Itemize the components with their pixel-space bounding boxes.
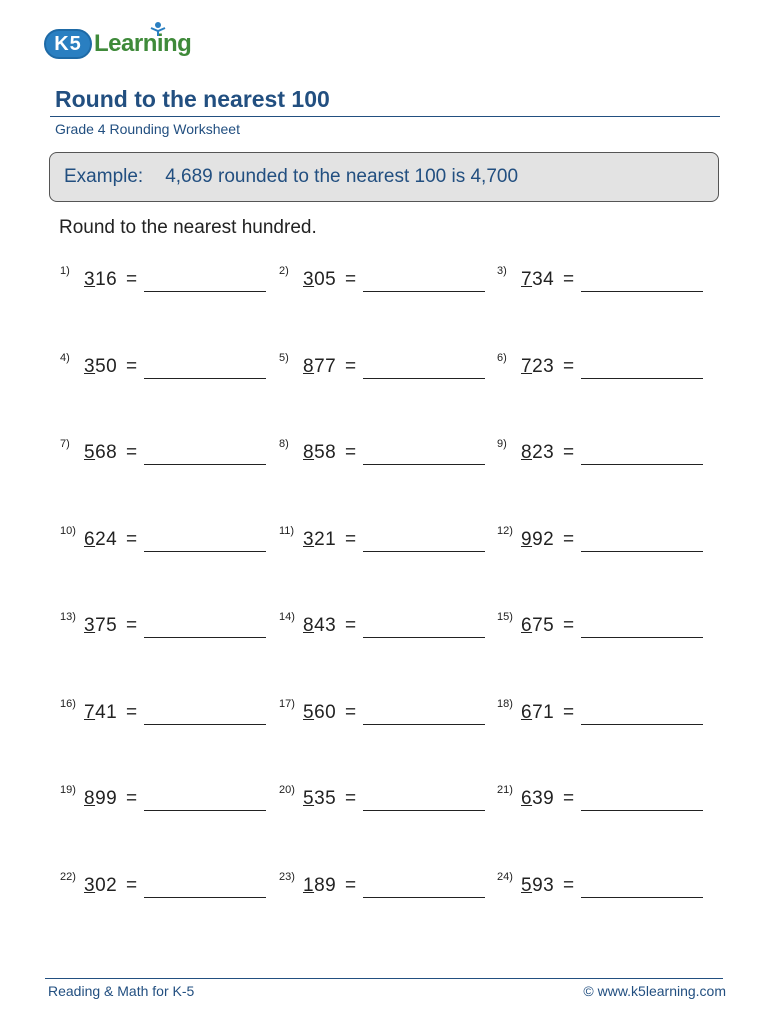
answer-blank[interactable] — [144, 810, 266, 811]
remaining-digits: 60 — [314, 701, 337, 723]
answer-blank[interactable] — [144, 551, 266, 552]
problem-number: 12) — [497, 524, 513, 537]
problem-item — [497, 784, 707, 812]
problem-value — [303, 702, 336, 724]
answer-blank[interactable] — [363, 637, 485, 638]
equals-sign: = — [345, 701, 357, 723]
problem-item — [279, 265, 489, 293]
hundreds-digit: 6 — [521, 615, 533, 636]
equals-sign: = — [345, 528, 357, 550]
answer-blank[interactable] — [144, 897, 266, 898]
hundreds-digit: 8 — [303, 355, 315, 377]
hundreds-digit: 5 — [84, 442, 96, 463]
problem-item — [60, 784, 270, 812]
answer-blank[interactable] — [581, 551, 703, 552]
equals-sign: = — [345, 355, 357, 377]
problem-value — [521, 702, 554, 724]
remaining-digits: 05 — [314, 269, 337, 290]
problem-item — [279, 784, 489, 812]
problem-item — [497, 611, 707, 639]
example-label: Example: — [64, 166, 144, 187]
problem-value — [303, 356, 336, 378]
problem-value — [521, 788, 554, 810]
problem-item — [60, 611, 270, 639]
page-subtitle: Grade 4 Rounding Worksheet — [55, 121, 240, 137]
answer-blank[interactable] — [363, 464, 485, 465]
equals-sign: = — [345, 615, 357, 636]
hundreds-digit: 6 — [84, 528, 96, 550]
problem-item — [279, 524, 489, 553]
hundreds-digit: 3 — [303, 528, 315, 550]
hundreds-digit: 9 — [521, 528, 533, 550]
problem-value — [84, 442, 117, 464]
hundreds-digit: 6 — [521, 701, 533, 723]
remaining-digits: 43 — [314, 615, 337, 636]
remaining-digits: 89 — [314, 874, 337, 896]
problem-item — [497, 265, 707, 293]
answer-blank[interactable] — [144, 724, 266, 725]
remaining-digits: 92 — [532, 528, 555, 550]
problem-value — [303, 875, 336, 897]
remaining-digits: 35 — [314, 788, 337, 809]
remaining-digits: 16 — [95, 269, 118, 290]
equals-sign: = — [563, 269, 575, 290]
problem-value — [303, 529, 336, 551]
answer-blank[interactable] — [144, 378, 266, 379]
footer-divider — [45, 978, 723, 979]
problem-value — [303, 269, 336, 291]
hundreds-digit: 8 — [521, 442, 533, 463]
equals-sign: = — [126, 355, 138, 377]
problem-number: 20) — [279, 784, 295, 796]
equals-sign: = — [126, 701, 138, 723]
problem-value — [84, 529, 117, 551]
problem-item — [60, 265, 270, 293]
remaining-digits: 99 — [95, 788, 118, 809]
problem-number: 14) — [279, 611, 295, 623]
remaining-digits: 75 — [532, 615, 555, 636]
logo-text: Learning — [94, 30, 192, 57]
hundreds-digit: 8 — [303, 442, 315, 463]
footer-website: © www.k5learning.com — [583, 983, 726, 999]
problem-item — [279, 697, 489, 726]
hundreds-digit: 5 — [303, 788, 315, 809]
answer-blank[interactable] — [581, 897, 703, 898]
remaining-digits: 21 — [314, 528, 337, 550]
problem-value — [84, 702, 117, 724]
hundreds-digit: 3 — [84, 269, 96, 290]
equals-sign: = — [345, 788, 357, 809]
equals-sign: = — [563, 528, 575, 550]
problem-value — [84, 269, 117, 291]
remaining-digits: 71 — [532, 701, 555, 723]
problem-item — [497, 697, 707, 726]
hundreds-digit: 3 — [303, 269, 315, 290]
remaining-digits: 24 — [95, 528, 118, 550]
remaining-digits: 58 — [314, 442, 337, 463]
problem-number: 13) — [60, 611, 76, 623]
problem-item — [279, 351, 489, 380]
problem-item — [497, 524, 707, 553]
problem-number: 16) — [60, 697, 76, 710]
answer-blank[interactable] — [581, 724, 703, 725]
answer-blank[interactable] — [363, 291, 485, 292]
answer-blank[interactable] — [363, 897, 485, 898]
answer-blank[interactable] — [363, 724, 485, 725]
problem-item — [60, 870, 270, 899]
problem-value — [303, 442, 336, 464]
problem-number: 3) — [497, 265, 507, 277]
answer-blank[interactable] — [581, 464, 703, 465]
equals-sign: = — [563, 701, 575, 723]
answer-blank[interactable] — [144, 291, 266, 292]
footer-tagline: Reading & Math for K-5 — [48, 983, 195, 999]
problem-value — [521, 269, 554, 291]
problem-value — [521, 875, 554, 897]
equals-sign: = — [563, 355, 575, 377]
answer-blank[interactable] — [144, 637, 266, 638]
problem-item — [279, 870, 489, 899]
hundreds-digit: 7 — [521, 355, 533, 377]
remaining-digits: 50 — [95, 355, 118, 377]
answer-blank[interactable] — [363, 810, 485, 811]
remaining-digits: 23 — [532, 442, 555, 463]
remaining-digits: 23 — [532, 355, 555, 377]
problem-number: 10) — [60, 524, 76, 537]
answer-blank[interactable] — [581, 378, 703, 379]
hundreds-digit: 8 — [303, 615, 315, 636]
equals-sign: = — [345, 442, 357, 463]
answer-blank[interactable] — [363, 378, 485, 379]
equals-sign: = — [126, 442, 138, 463]
hundreds-digit: 8 — [84, 788, 96, 809]
problem-value — [84, 788, 117, 810]
equals-sign: = — [345, 269, 357, 290]
problem-item — [497, 351, 707, 380]
problem-value — [303, 788, 336, 810]
remaining-digits: 75 — [95, 615, 118, 636]
remaining-digits: 34 — [532, 269, 555, 290]
hundreds-digit: 6 — [521, 788, 533, 809]
problem-item — [497, 438, 707, 466]
problem-value — [303, 615, 336, 637]
equals-sign: = — [563, 874, 575, 896]
remaining-digits: 77 — [314, 355, 337, 377]
problem-item — [279, 611, 489, 639]
equals-sign: = — [126, 615, 138, 636]
answer-blank[interactable] — [363, 551, 485, 552]
problem-item — [497, 870, 707, 899]
answer-blank[interactable] — [581, 291, 703, 292]
problem-number: 2) — [279, 265, 289, 277]
equals-sign: = — [345, 874, 357, 896]
answer-blank[interactable] — [144, 464, 266, 465]
problem-value — [521, 529, 554, 551]
remaining-digits: 39 — [532, 788, 555, 809]
problem-number: 24) — [497, 870, 513, 883]
remaining-digits: 02 — [95, 874, 118, 896]
problem-number: 1) — [60, 265, 70, 277]
equals-sign: = — [563, 788, 575, 809]
problem-item — [60, 351, 270, 380]
problem-value — [521, 356, 554, 378]
answer-blank[interactable] — [581, 810, 703, 811]
equals-sign: = — [126, 528, 138, 550]
problem-number: 15) — [497, 611, 513, 623]
problem-number: 22) — [60, 870, 76, 883]
problem-value — [521, 615, 554, 637]
remaining-digits: 68 — [95, 442, 118, 463]
hundreds-digit: 3 — [84, 615, 96, 636]
hundreds-digit: 7 — [521, 269, 533, 290]
logo-badge: K5 — [44, 29, 92, 59]
hundreds-digit: 5 — [303, 701, 315, 723]
problem-item — [60, 697, 270, 726]
answer-blank[interactable] — [581, 637, 703, 638]
problem-number: 17) — [279, 697, 295, 710]
problem-value — [84, 875, 117, 897]
problem-value — [84, 615, 117, 637]
remaining-digits: 41 — [95, 701, 118, 723]
remaining-digits: 93 — [532, 874, 555, 896]
hundreds-digit: 1 — [303, 874, 315, 896]
equals-sign: = — [563, 615, 575, 636]
problem-number: 18) — [497, 697, 513, 710]
problem-number: 23) — [279, 870, 295, 883]
problem-number: 11) — [279, 524, 295, 537]
problem-value — [521, 442, 554, 464]
example-text: 4,689 rounded to the nearest 100 is 4,700 — [165, 166, 519, 187]
problem-number: 5) — [279, 351, 289, 364]
problem-item — [60, 524, 270, 553]
problem-number: 9) — [497, 438, 507, 450]
problem-item — [60, 438, 270, 466]
problem-number: 8) — [279, 438, 289, 450]
equals-sign: = — [126, 874, 138, 896]
equals-sign: = — [126, 788, 138, 809]
hundreds-digit: 7 — [84, 701, 96, 723]
equals-sign: = — [563, 442, 575, 463]
problem-item — [279, 438, 489, 466]
page-title: Round to the nearest 100 — [55, 86, 330, 112]
instruction-text: Round to the nearest hundred. — [59, 217, 317, 238]
problem-number: 6) — [497, 351, 507, 364]
hundreds-digit: 3 — [84, 874, 96, 896]
equals-sign: = — [126, 269, 138, 290]
problem-number: 21) — [497, 784, 513, 796]
problem-number: 7) — [60, 438, 70, 450]
hundreds-digit: 5 — [521, 874, 533, 896]
problem-number: 19) — [60, 784, 76, 796]
problem-number: 4) — [60, 351, 70, 364]
problem-value — [84, 356, 117, 378]
hundreds-digit: 3 — [84, 355, 96, 377]
